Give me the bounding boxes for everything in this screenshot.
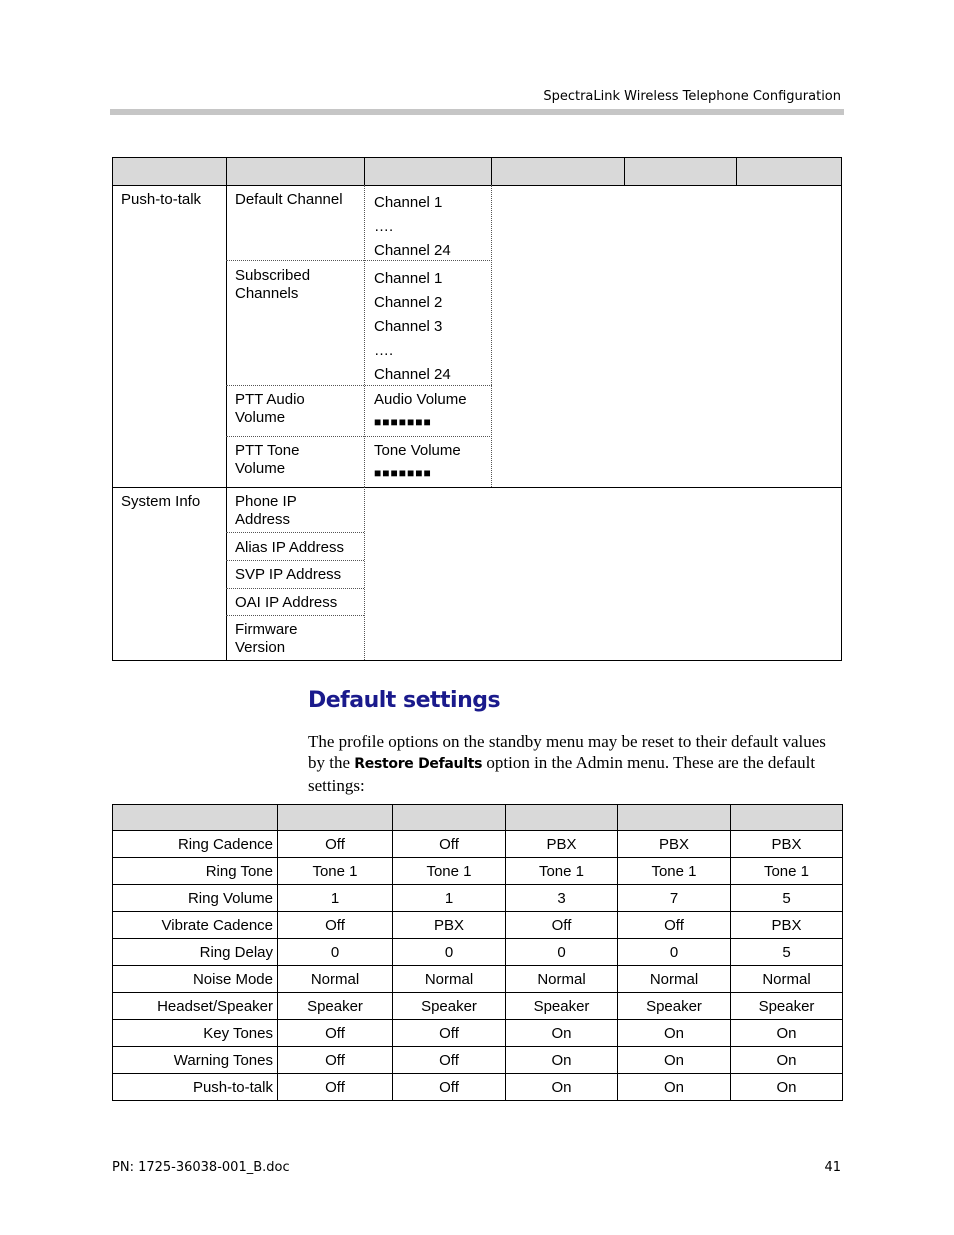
table-row: Ring Cadence Off Off PBX PBX PBX bbox=[113, 831, 843, 858]
table-row: Push-to-talk Off Off On On On bbox=[113, 1074, 843, 1101]
table-row: Vibrate Cadence Off PBX Off Off PBX bbox=[113, 912, 843, 939]
ptt-tone-volume-label: PTT Tone Volume bbox=[235, 442, 300, 477]
firmware-version-item: Firmware Version bbox=[235, 621, 298, 656]
oai-ip-address-item: OAI IP Address bbox=[235, 594, 338, 611]
defaults-header-row bbox=[113, 805, 843, 831]
ptt-section-label: Push-to-talk bbox=[121, 191, 202, 208]
defaults-table bbox=[112, 804, 843, 1101]
footer-page-number: 41 bbox=[824, 1160, 841, 1175]
phone-ip-address-item: Phone IP Address bbox=[235, 493, 297, 528]
intro-paragraph: The profile options on the standby menu may be reset to their default values by the Restore Defaults option in the Admin menu. These are the default settings: bbox=[308, 732, 826, 795]
table-row: Ring Volume 1 1 3 7 5 bbox=[113, 885, 843, 912]
subscribed-channels-label: Subscribed Channels bbox=[235, 267, 311, 302]
menu-table bbox=[112, 157, 842, 661]
table-row: Warning Tones Off Off On On On bbox=[113, 1047, 843, 1074]
subscribed-channels-values: Channel 1 Channel 2 Channel 3 …. Channel 24 bbox=[374, 270, 451, 383]
table-row: Headset/Speaker Speaker Speaker Speaker Speaker Speaker bbox=[113, 993, 843, 1020]
restore-defaults-term: Restore Defaults bbox=[354, 756, 483, 772]
footer-part-number: PN: 1725-36038-001_B.doc bbox=[112, 1160, 290, 1175]
tone-volume-bars-icon: ■■■■■■■ bbox=[374, 466, 432, 480]
svp-ip-address-item: SVP IP Address bbox=[235, 566, 342, 583]
table-row: Ring Tone Tone 1 Tone 1 Tone 1 Tone 1 Tone 1 bbox=[113, 858, 843, 885]
audio-volume-bars-icon: ■■■■■■■ bbox=[374, 415, 432, 429]
default-channel-label: Default Channel bbox=[235, 191, 343, 208]
default-channel-values: Channel 1 …. Channel 24 bbox=[374, 194, 451, 259]
table-row: Noise Mode Normal Normal Normal Normal Normal bbox=[113, 966, 843, 993]
running-header: SpectraLink Wireless Telephone Configuration bbox=[543, 89, 841, 104]
ptt-tone-volume-value: Tone Volume ■■■■■■■ bbox=[374, 442, 461, 480]
table-row: Key Tones Off Off On On On bbox=[113, 1020, 843, 1047]
table-row: Ring Delay 0 0 0 0 5 bbox=[113, 939, 843, 966]
section-heading: Default settings bbox=[308, 688, 501, 713]
menu-table-header-row bbox=[113, 158, 841, 186]
system-info-label: System Info bbox=[121, 493, 201, 510]
alias-ip-address-item: Alias IP Address bbox=[235, 539, 344, 556]
header-rule bbox=[110, 109, 844, 115]
ptt-audio-volume-label: PTT Audio Volume bbox=[235, 391, 305, 426]
ptt-audio-volume-value: Audio Volume ■■■■■■■ bbox=[374, 391, 467, 429]
